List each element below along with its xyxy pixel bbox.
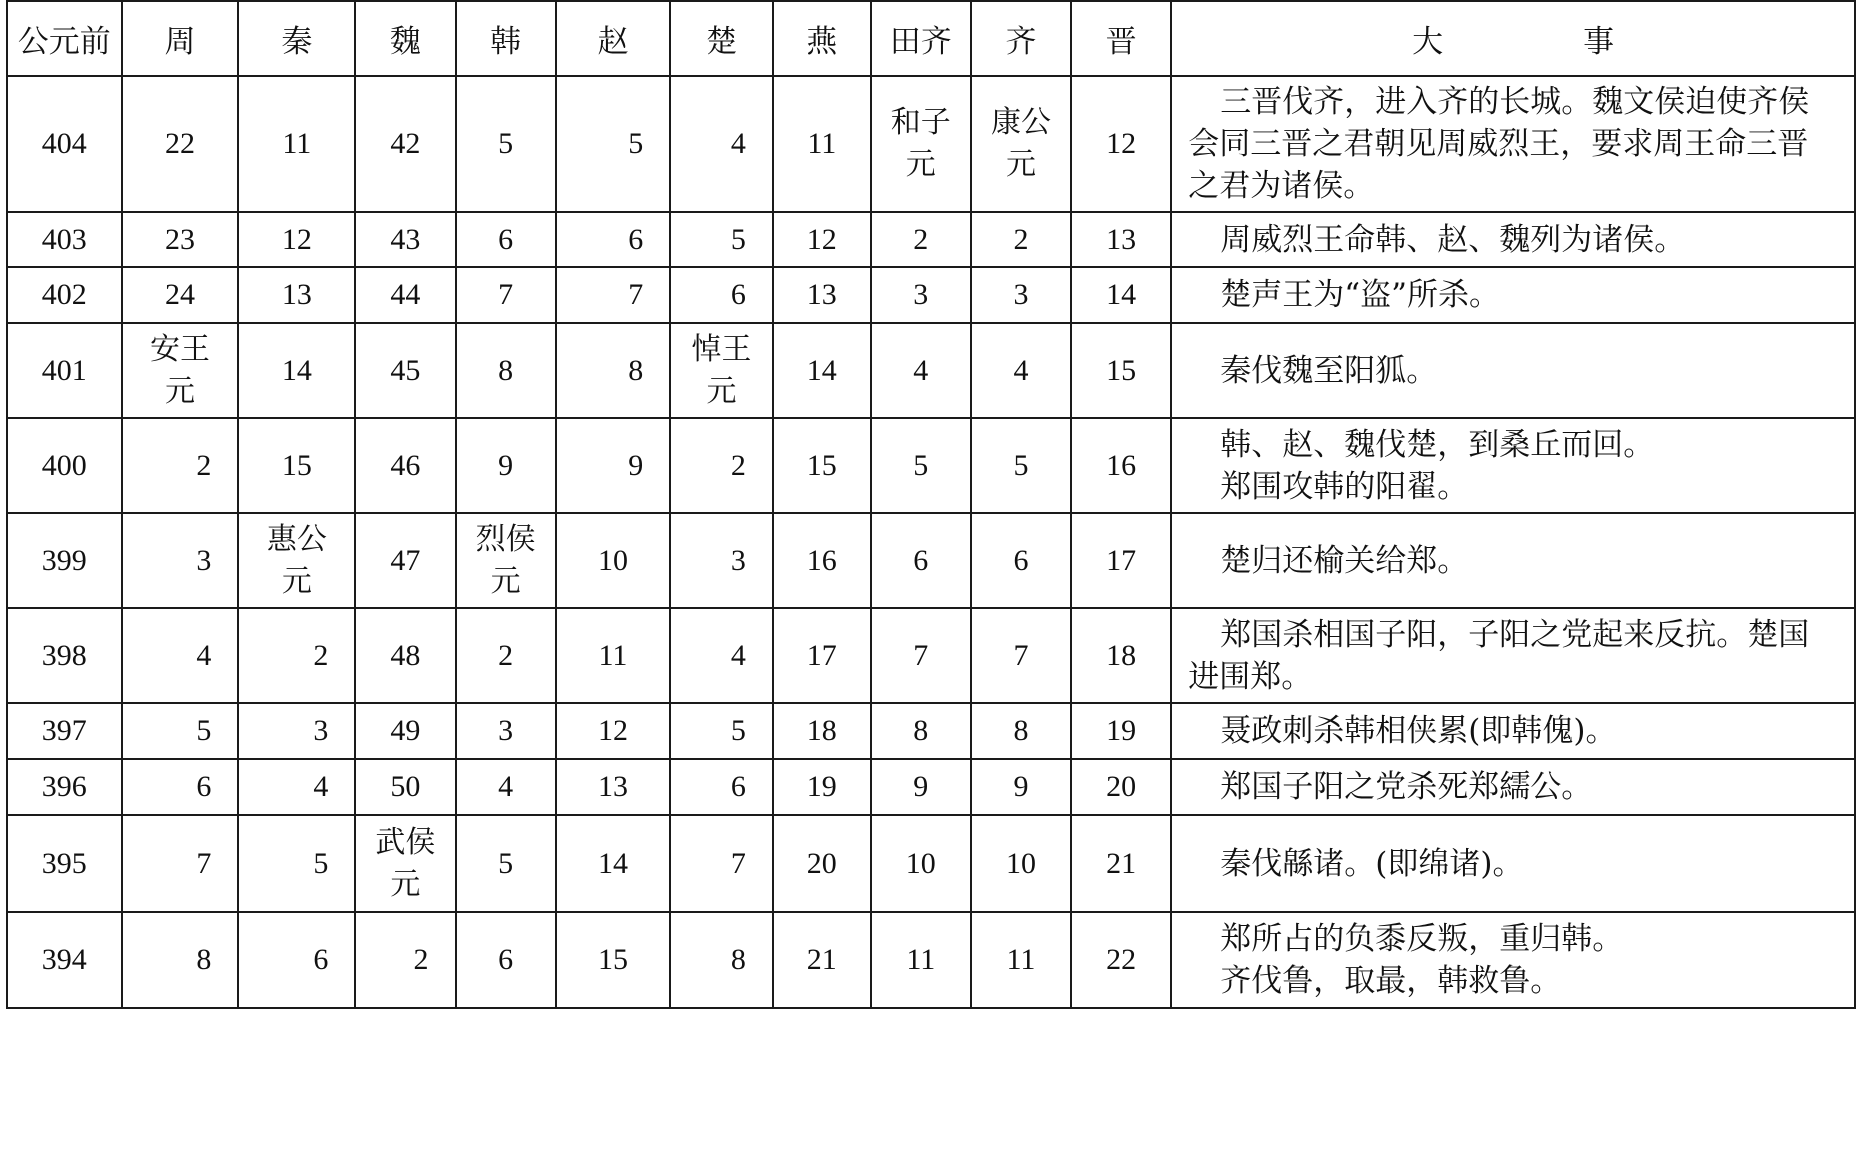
event-line: 会同三晋之君朝见周威烈王，要求周王命三晋: [1188, 126, 1809, 162]
cell-yan: 14: [773, 323, 871, 418]
cell-chu: [670, 323, 773, 418]
cell-qi: 5: [971, 418, 1071, 513]
header-han: 韩: [456, 1, 556, 76]
cell-han: 4: [456, 759, 556, 815]
event-line: 秦伐緜诸。(即绵诸)。: [1220, 845, 1524, 882]
cell-qi: [971, 76, 1071, 212]
event-line: 周威烈王命韩、赵、魏列为诸侯。: [1220, 221, 1686, 258]
cell-qin: 3: [238, 703, 355, 759]
cell-han-line-2: 元: [490, 563, 521, 599]
cell-year: 397: [7, 703, 122, 759]
cell-tianqi: 6: [871, 513, 971, 608]
cell-tianqi: 11: [871, 912, 971, 1008]
cell-zhou: 22: [122, 76, 239, 212]
cell-zhou: 24: [122, 267, 239, 323]
cell-wei: 42: [355, 76, 455, 212]
cell-jin: 12: [1071, 76, 1171, 212]
event-line: 三晋伐齐，进入齐的长城。魏文侯迫使齐侯: [1220, 84, 1810, 120]
table-row: [7, 267, 1855, 323]
cell-zhou: 2: [122, 418, 239, 513]
cell-yan: 16: [773, 513, 871, 608]
cell-zhao: 8: [556, 323, 671, 418]
event-line: 韩、赵、魏伐楚，到桑丘而回。: [1220, 426, 1655, 463]
cell-zhao: 13: [556, 759, 671, 815]
cell-event: [1171, 267, 1855, 323]
cell-wei: 48: [355, 608, 455, 703]
cell-wei: 50: [355, 759, 455, 815]
cell-qin-line-1: 惠公: [266, 521, 327, 557]
cell-qi: 6: [971, 513, 1071, 608]
cell-qin: 5: [238, 815, 355, 912]
cell-chu: 5: [670, 212, 773, 267]
event-line: 楚声王为“盗”所杀。: [1220, 277, 1500, 313]
event-line: 进围郑。: [1188, 658, 1313, 695]
event-line: 楚归还榆关给郑。: [1220, 542, 1469, 579]
header-zhao: 赵: [556, 1, 671, 76]
cell-year: 402: [7, 267, 122, 323]
cell-chu: 4: [670, 608, 773, 703]
cell-qin-line-2: 元: [281, 563, 312, 599]
table-row: [7, 815, 1855, 912]
cell-wei-line-1: 武侯: [375, 824, 436, 860]
cell-chu: 6: [670, 759, 773, 815]
cell-qi: 11: [971, 912, 1071, 1008]
cell-event: [1171, 815, 1855, 912]
event-line: 郑围攻韩的阳翟。: [1220, 468, 1469, 505]
cell-jin: 21: [1071, 815, 1171, 912]
header-events-char-2: 事: [1583, 24, 1615, 60]
cell-wei: 47: [355, 513, 455, 608]
cell-han: 7: [456, 267, 556, 323]
cell-jin: 19: [1071, 703, 1171, 759]
cell-han: [456, 513, 556, 608]
event-line: 郑国杀相国子阳，子阳之党起来反抗。楚国: [1220, 616, 1810, 653]
cell-qi: 4: [971, 323, 1071, 418]
chronology-table: [6, 0, 1856, 1009]
cell-yan: 21: [773, 912, 871, 1008]
cell-tianqi: 8: [871, 703, 971, 759]
cell-yan: 13: [773, 267, 871, 323]
cell-event: [1171, 608, 1855, 703]
cell-tianqi: 3: [871, 267, 971, 323]
event-line: 郑国子阳之党杀死郑繻公。: [1220, 769, 1593, 805]
cell-qi: 3: [971, 267, 1071, 323]
cell-event: [1171, 323, 1855, 418]
cell-qi-line-1: 康公: [990, 105, 1051, 140]
cell-event: [1171, 212, 1855, 267]
cell-event: [1171, 759, 1855, 815]
event-line: 聂政刺杀韩相侠累(即韩傀)。: [1220, 713, 1617, 749]
cell-chu: 7: [670, 815, 773, 912]
cell-event: [1171, 76, 1855, 212]
table-row: [7, 212, 1855, 267]
cell-jin: 13: [1071, 212, 1171, 267]
cell-zhou-line-2: 元: [164, 373, 195, 409]
cell-han-line-1: 烈侯: [475, 521, 536, 557]
cell-han: 6: [456, 912, 556, 1008]
cell-event: [1171, 703, 1855, 759]
cell-zhao: 6: [556, 212, 671, 267]
cell-tianqi-line-2: 元: [905, 147, 936, 182]
cell-yan: 11: [773, 76, 871, 212]
cell-year: 398: [7, 608, 122, 703]
cell-jin: 20: [1071, 759, 1171, 815]
cell-qi: 10: [971, 815, 1071, 912]
cell-qi: 2: [971, 212, 1071, 267]
table-row: [7, 759, 1855, 815]
event-line: 齐伐鲁，取最，韩救鲁。: [1220, 963, 1562, 999]
cell-tianqi-line-1: 和子: [890, 105, 951, 140]
cell-tianqi: 10: [871, 815, 971, 912]
cell-han: 9: [456, 418, 556, 513]
table-row: [7, 513, 1855, 608]
cell-tianqi: 9: [871, 759, 971, 815]
cell-chu-line-1: 悼王: [691, 331, 752, 367]
cell-qin: 13: [238, 267, 355, 323]
cell-zhou: [122, 323, 239, 418]
cell-yan: 19: [773, 759, 871, 815]
cell-jin: 15: [1071, 323, 1171, 418]
cell-qin: [238, 513, 355, 608]
cell-jin: 16: [1071, 418, 1171, 513]
cell-zhou: 7: [122, 815, 239, 912]
cell-jin: 14: [1071, 267, 1171, 323]
header-qi: 齐: [971, 1, 1071, 76]
cell-chu: 4: [670, 76, 773, 212]
cell-yan: 20: [773, 815, 871, 912]
cell-wei: 2: [355, 912, 455, 1008]
cell-jin: 22: [1071, 912, 1171, 1008]
cell-zhou: 5: [122, 703, 239, 759]
header-year: 公元前: [7, 1, 122, 76]
cell-tianqi: [871, 76, 971, 212]
header-yan: 燕: [773, 1, 871, 76]
cell-qin: 4: [238, 759, 355, 815]
cell-year: 401: [7, 323, 122, 418]
cell-qi: 7: [971, 608, 1071, 703]
cell-qin: 2: [238, 608, 355, 703]
cell-wei-line-2: 元: [390, 866, 421, 902]
header-events-char-1: 大: [1412, 24, 1444, 60]
cell-zhao: 15: [556, 912, 671, 1008]
cell-yan: 12: [773, 212, 871, 267]
cell-tianqi: 2: [871, 212, 971, 267]
cell-wei: 49: [355, 703, 455, 759]
cell-wei: 45: [355, 323, 455, 418]
cell-year: 399: [7, 513, 122, 608]
cell-wei: [355, 815, 455, 912]
cell-zhao: 10: [556, 513, 671, 608]
event-line: 郑所占的负黍反叛，重归韩。: [1220, 921, 1624, 957]
cell-year: 395: [7, 815, 122, 912]
cell-jin: 18: [1071, 608, 1171, 703]
header-wei: 魏: [355, 1, 455, 76]
header-tianqi: 田齐: [871, 1, 971, 76]
cell-chu: 5: [670, 703, 773, 759]
cell-year: 400: [7, 418, 122, 513]
cell-tianqi: 4: [871, 323, 971, 418]
cell-han: 3: [456, 703, 556, 759]
cell-han: 8: [456, 323, 556, 418]
table-row: [7, 76, 1855, 212]
cell-wei: 44: [355, 267, 455, 323]
cell-qin: 6: [238, 912, 355, 1008]
cell-zhao: 7: [556, 267, 671, 323]
header-qin: 秦: [238, 1, 355, 76]
cell-zhao: 14: [556, 815, 671, 912]
cell-han: 6: [456, 212, 556, 267]
cell-year: 403: [7, 212, 122, 267]
table-row: [7, 608, 1855, 703]
cell-yan: 15: [773, 418, 871, 513]
event-line: 之君为诸侯。: [1188, 168, 1375, 204]
cell-year: 404: [7, 76, 122, 212]
cell-event: [1171, 513, 1855, 608]
cell-event: [1171, 418, 1855, 513]
cell-qin: 14: [238, 323, 355, 418]
cell-yan: 18: [773, 703, 871, 759]
cell-chu: 8: [670, 912, 773, 1008]
cell-qin: 11: [238, 76, 355, 212]
cell-wei: 43: [355, 212, 455, 267]
header-jin: 晋: [1071, 1, 1171, 76]
cell-yan: 17: [773, 608, 871, 703]
cell-zhou-line-1: 安王: [149, 331, 210, 367]
cell-tianqi: 5: [871, 418, 971, 513]
cell-chu: 6: [670, 267, 773, 323]
table-row: [7, 323, 1855, 418]
header-events: [1171, 1, 1855, 76]
cell-chu: 3: [670, 513, 773, 608]
cell-qin: 15: [238, 418, 355, 513]
cell-zhou: 23: [122, 212, 239, 267]
cell-zhou: 6: [122, 759, 239, 815]
cell-event: [1171, 912, 1855, 1008]
table-row: [7, 912, 1855, 1008]
cell-tianqi: 7: [871, 608, 971, 703]
cell-zhou: 3: [122, 513, 239, 608]
cell-zhou: 8: [122, 912, 239, 1008]
table-row: [7, 703, 1855, 759]
table-row: [7, 418, 1855, 513]
cell-qi-line-2: 元: [1005, 147, 1036, 182]
event-line: 秦伐魏至阳狐。: [1220, 352, 1438, 389]
cell-han: 5: [456, 76, 556, 212]
cell-qi: 8: [971, 703, 1071, 759]
cell-qin: 12: [238, 212, 355, 267]
cell-zhao: 11: [556, 608, 671, 703]
cell-han: 5: [456, 815, 556, 912]
cell-year: 396: [7, 759, 122, 815]
cell-zhou: 4: [122, 608, 239, 703]
cell-zhao: 5: [556, 76, 671, 212]
cell-han: 2: [456, 608, 556, 703]
header-row: [7, 1, 1855, 76]
cell-zhao: 12: [556, 703, 671, 759]
cell-year: 394: [7, 912, 122, 1008]
cell-chu-line-2: 元: [706, 373, 737, 409]
cell-wei: 46: [355, 418, 455, 513]
cell-chu: 2: [670, 418, 773, 513]
cell-qi: 9: [971, 759, 1071, 815]
cell-zhao: 9: [556, 418, 671, 513]
cell-jin: 17: [1071, 513, 1171, 608]
header-zhou: 周: [122, 1, 239, 76]
header-chu: 楚: [670, 1, 773, 76]
